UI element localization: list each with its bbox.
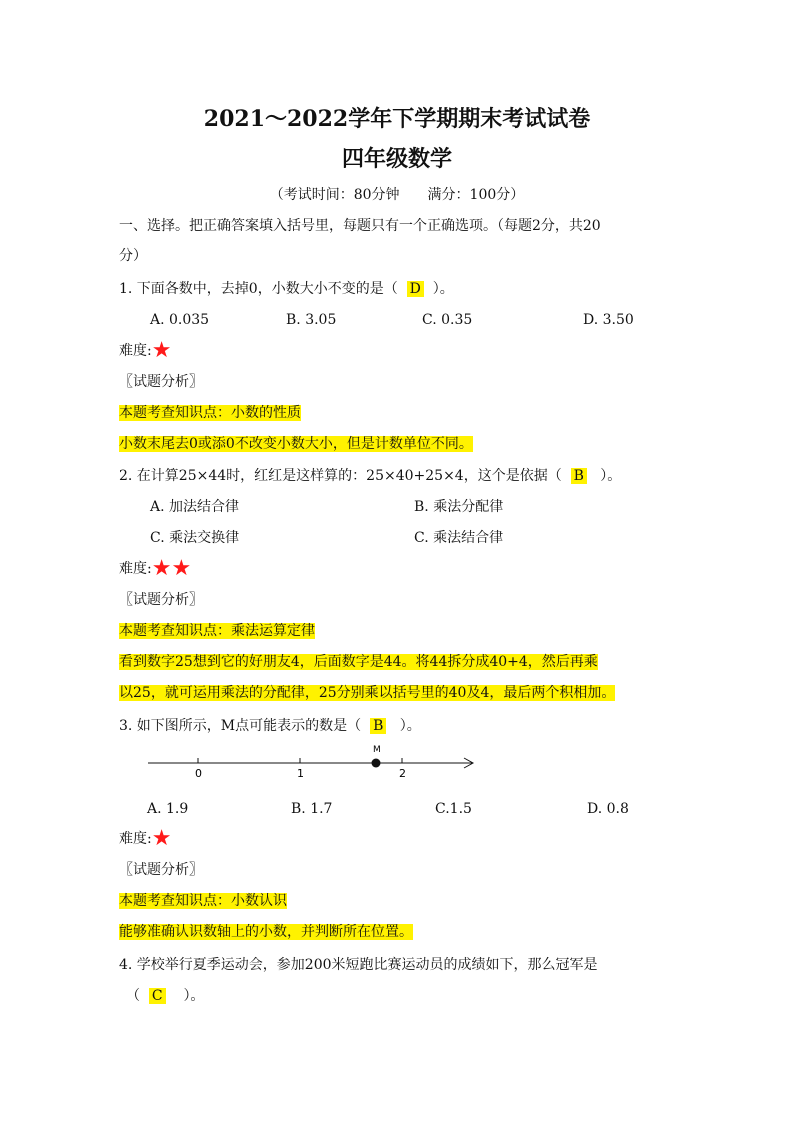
question-3-analysis-heading: 〖试题分析〗 bbox=[119, 862, 203, 878]
question-3-text: 3. 如下图所示，M点可能表示的数是（ bbox=[119, 718, 362, 734]
difficulty-label: 难度: bbox=[119, 343, 152, 359]
exam-subject: 四年级数学 bbox=[341, 146, 452, 172]
question-2-answer: B bbox=[571, 468, 587, 484]
difficulty-star-icon: ★ bbox=[171, 556, 192, 581]
question-3-answer: B bbox=[370, 718, 386, 734]
point-m-label: M bbox=[373, 745, 381, 755]
question-2-analysis-heading: 〖试题分析〗 bbox=[119, 592, 203, 608]
point-m bbox=[372, 759, 381, 768]
question-2-analysis-line1 bbox=[119, 652, 598, 672]
question-1-option-d: D. 3.50 bbox=[583, 312, 634, 328]
difficulty-star-icon: ★ bbox=[151, 338, 172, 363]
exam-info: （考试时间：80分钟 满分：100分） bbox=[269, 187, 525, 203]
question-3-analysis-point-text: 本题考查知识点：小数认识 bbox=[119, 893, 287, 909]
question-4-open: （ bbox=[126, 988, 140, 1004]
question-2-analysis-point-text: 本题考查知识点：乘法运算定律 bbox=[119, 623, 315, 639]
question-2-option-b: B. 乘法分配律 bbox=[414, 499, 504, 515]
question-1-analysis-text bbox=[119, 434, 473, 454]
question-4-stem-line2 bbox=[126, 986, 204, 1006]
question-2-analysis-point bbox=[119, 621, 315, 641]
number-line-figure bbox=[140, 738, 485, 784]
question-1-option-a: A. 0.035 bbox=[150, 312, 210, 328]
question-4-stem-line1: 4. 学校举行夏季运动会，参加200米短跑比赛运动员的成绩如下，那么冠军是 bbox=[119, 957, 598, 973]
difficulty-star-icon: ★ bbox=[151, 826, 172, 851]
question-3-option-d: D. 0.8 bbox=[587, 801, 629, 817]
question-2-close: ）。 bbox=[600, 468, 622, 484]
question-3-analysis-text-content: 能够准确认识数轴上的小数，并判断所在位置。 bbox=[119, 924, 413, 940]
difficulty-label: 难度: bbox=[119, 831, 152, 847]
exam-title: 2021～2022学年下学期期末考试试卷 bbox=[203, 106, 591, 132]
section-instruction-line2: 分） bbox=[119, 248, 147, 264]
question-1-difficulty bbox=[119, 338, 172, 363]
question-1-option-b: B. 3.05 bbox=[286, 312, 337, 328]
question-2-analysis-line1-text: 看到数字25想到它的好朋友4，后面数字是44。将44拆分成40+4，然后再乘 bbox=[119, 654, 598, 670]
question-3-analysis-point bbox=[119, 891, 287, 911]
question-1-answer: D bbox=[407, 281, 424, 297]
question-3-option-b: B. 1.7 bbox=[291, 801, 333, 817]
question-1-analysis-point-text: 本题考查知识点：小数的性质 bbox=[119, 405, 301, 421]
question-4-answer: C bbox=[149, 988, 166, 1004]
question-2-option-d: C. 乘法结合律 bbox=[414, 530, 504, 546]
question-2-stem bbox=[119, 466, 621, 486]
question-4-close: ）。 bbox=[183, 988, 205, 1004]
question-3-option-c: C.1.5 bbox=[435, 801, 472, 817]
question-3-analysis-text bbox=[119, 922, 413, 942]
question-2-difficulty bbox=[119, 556, 192, 581]
question-3-close: ）。 bbox=[399, 718, 421, 734]
question-2-analysis-line2 bbox=[119, 683, 615, 703]
difficulty-label: 难度: bbox=[119, 561, 152, 577]
question-2-analysis-line2-text: 以25，就可运用乘法的分配律，25分别乘以括号里的40及4，最后两个积相加。 bbox=[119, 685, 616, 701]
question-1-analysis-point bbox=[119, 403, 301, 423]
question-3-difficulty bbox=[119, 826, 172, 851]
question-1-close: ）。 bbox=[432, 281, 454, 297]
question-1-analysis-heading: 〖试题分析〗 bbox=[119, 374, 203, 390]
question-2-option-a: A. 加法结合律 bbox=[150, 499, 240, 515]
section-instruction-line1: 一、选择。把正确答案填入括号里，每题只有一个正确选项。（每题2分，共20 bbox=[119, 218, 601, 234]
tick-label-1: 1 bbox=[297, 767, 304, 780]
question-3-stem bbox=[119, 716, 421, 736]
question-1-text: 1. 下面各数中，去掉0，小数大小不变的是（ bbox=[119, 281, 398, 297]
difficulty-star-icon: ★ bbox=[151, 556, 172, 581]
question-1-stem bbox=[119, 279, 454, 299]
question-1-analysis-text-content: 小数末尾去0或添0不改变小数大小，但是计数单位不同。 bbox=[119, 436, 473, 452]
tick-label-2: 2 bbox=[399, 767, 406, 780]
question-2-text: 2. 在计算25×44时，红红是这样算的：25×40+25×4，这个是依据（ bbox=[119, 468, 562, 484]
question-3-option-a: A. 1.9 bbox=[147, 801, 189, 817]
question-1-option-c: C. 0.35 bbox=[422, 312, 473, 328]
question-2-option-c: C. 乘法交换律 bbox=[150, 530, 240, 546]
tick-label-0: 0 bbox=[195, 767, 202, 780]
